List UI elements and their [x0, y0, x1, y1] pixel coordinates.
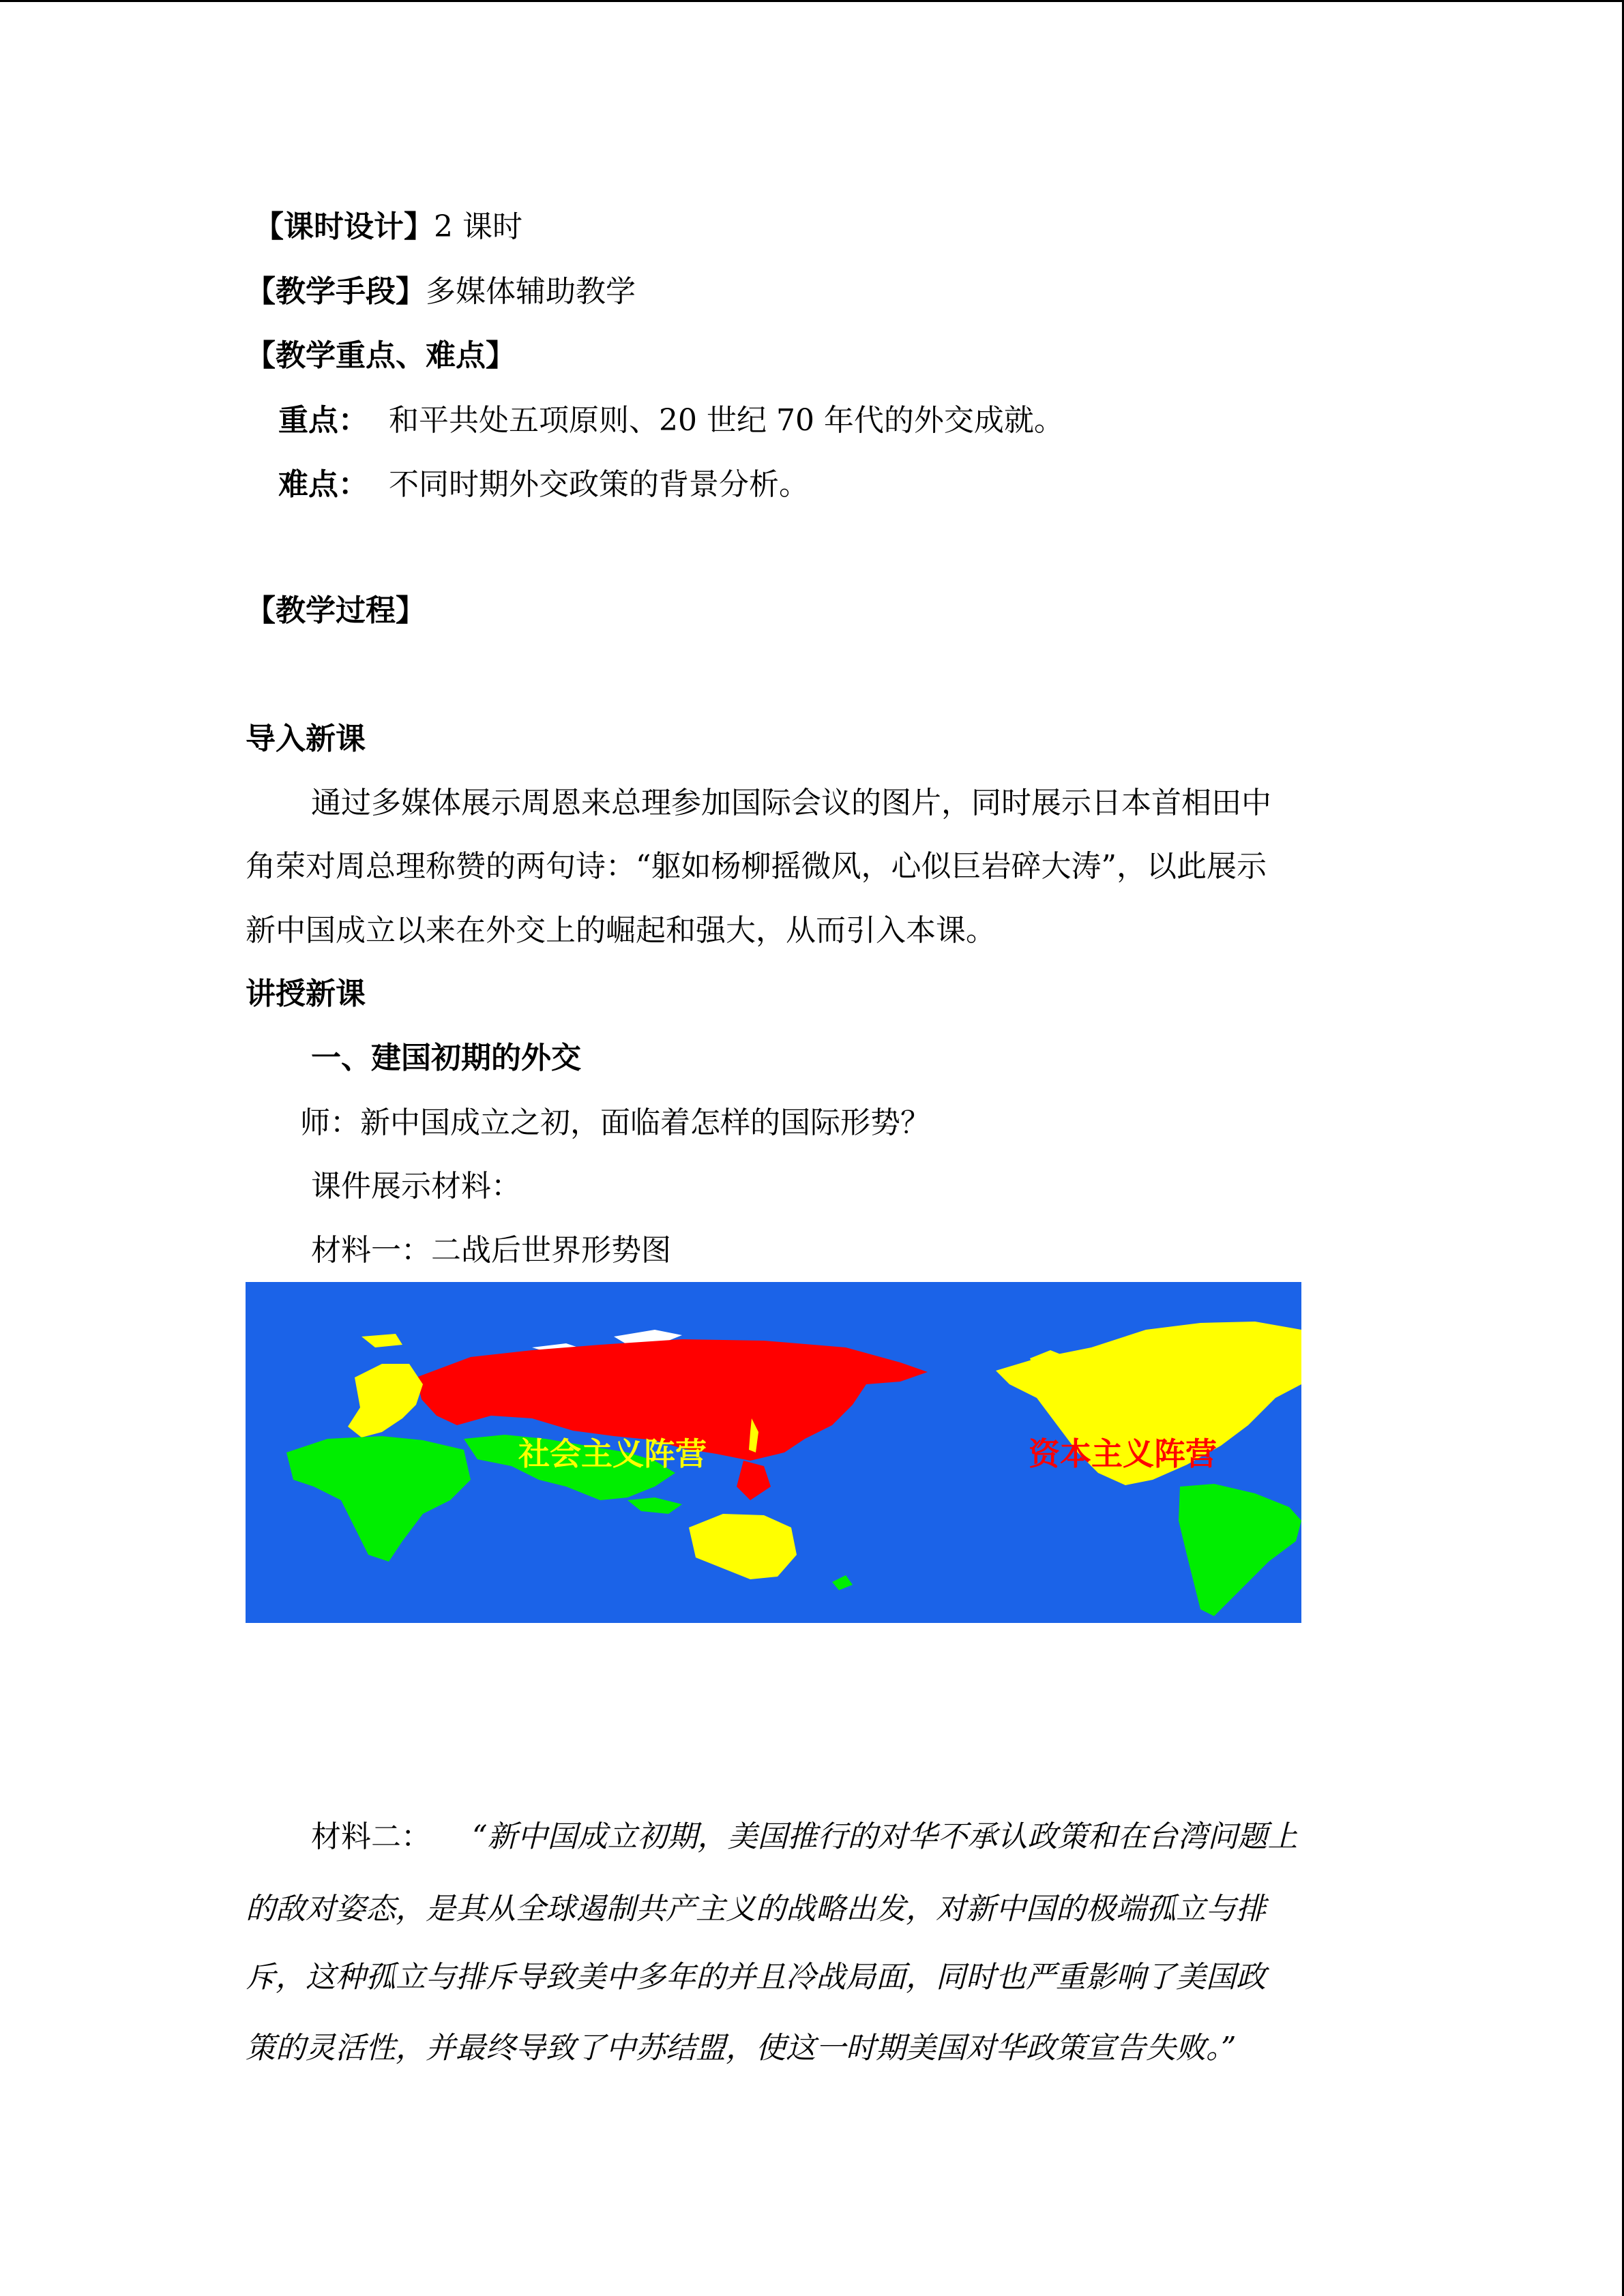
- key-point-value: 和平共处五项原则、20 世纪 70 年代的外交成就。: [389, 403, 1064, 438]
- material-2-quote-line-3: 斥，这种孤立与排斥导致美中多年的并且冷战局面，同时也严重影响了美国政: [246, 1960, 1266, 1995]
- material-2-quote-line-2: 的敌对姿态，是其从全球遏制共产主义的战略出发，对新中国的极端孤立与排: [246, 1892, 1266, 1926]
- intro-line-1: 通过多媒体展示周恩来总理参加国际会议的图片，同时展示日本首相田中: [311, 786, 1271, 820]
- intro-line-2: 角荣对周总理称赞的两句诗：“躯如杨柳摇微风，心似巨岩碎大涛”，以此展示: [246, 849, 1267, 884]
- intro-line-3: 新中国成立以来在外交上的崛起和强大，从而引入本课。: [246, 913, 996, 948]
- means-label: 【教学手段】: [246, 274, 426, 309]
- material-2-quote-line-1: “新中国成立初期，美国推行的对华不承认政策和在台湾问题上: [472, 1819, 1298, 1854]
- material-2-quote-line-4: 策的灵活性，并最终导致了中苏结盟，使这一时期美国对华政策宣告失败。”: [246, 2031, 1237, 2066]
- world-situation-map: [246, 1282, 1301, 1623]
- teacher-question: 师：新中国成立之初，面临着怎样的国际形势？: [300, 1105, 930, 1140]
- material-2-label: 材料二：: [311, 1819, 431, 1854]
- difficulty-line: [278, 464, 809, 505]
- material-1-title: 材料一：二战后世界形势图: [311, 1233, 671, 1268]
- period-value: 2 课时: [434, 209, 522, 244]
- label-socialist: 社会主义阵营: [518, 1435, 707, 1472]
- difficulty-value: 不同时期外交政策的背景分析。: [389, 467, 809, 502]
- page-border-top: [0, 0, 1624, 2]
- section-1-title: 一、建国初期的外交: [311, 1041, 581, 1075]
- focus-heading: 【教学重点、难点】: [246, 338, 516, 373]
- key-point-label: 重点：: [278, 403, 368, 438]
- means-value: 多媒体辅助教学: [426, 274, 636, 309]
- period-label: 【课时设计】: [254, 209, 434, 244]
- means-line: [246, 271, 636, 312]
- difficulty-label: 难点：: [278, 467, 368, 502]
- key-point-line: [278, 400, 1064, 441]
- materials-intro: 课件展示材料：: [311, 1169, 521, 1204]
- period-line: [254, 207, 522, 248]
- intro-heading: 导入新课: [246, 721, 366, 756]
- label-capitalist: 资本主义阵营: [1029, 1435, 1217, 1472]
- lecture-heading: 讲授新课: [246, 976, 366, 1011]
- material-2-line-1: [311, 1817, 1298, 1858]
- process-heading: 【教学过程】: [246, 593, 426, 628]
